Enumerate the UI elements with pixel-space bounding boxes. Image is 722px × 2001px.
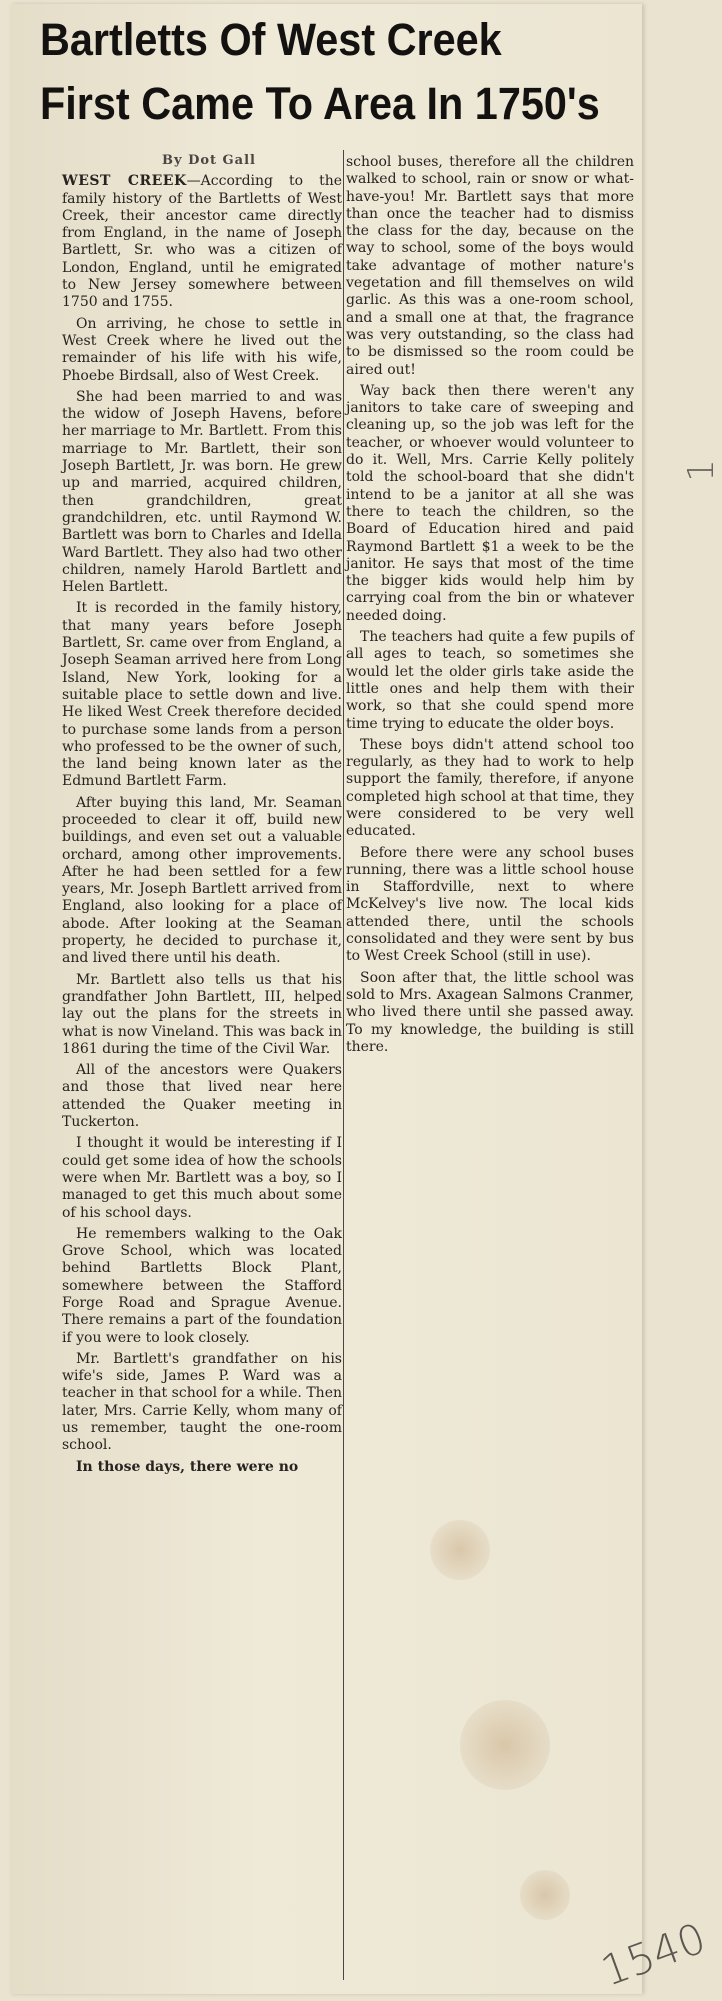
paragraph: Soon after that, the little school was sold to Mrs. Axagean Salmons Cranmer, who lived there until she passed away. To my knowledge, the building is still there.	[346, 969, 634, 1055]
paragraph: school buses, therefore all the children walked to school, rain or snow or what-have-you! Mr. Bartlett says that more than once the teacher had to dismiss the class for the day, because on the way to school, some of the boys would take advantage of mother nature's vegetation and fill themselves on wild garlic. As this was a one-room school, and a small one at that, the fragrance was very outstanding, so the class had to be dismissed so the room could be aired out!	[346, 154, 634, 378]
paragraph: Mr. Bartlett also tells us that his grandfather John Bartlett, III, helped lay out the plans for the streets in what is now Vineland. This was back in 1861 during the time of the Civil War.	[62, 971, 342, 1057]
paragraph: On arriving, he chose to settle in West Creek where he lived out the remainder of his life with his wife, Phoebe Birdsall, also of West Creek.	[62, 315, 342, 384]
headline-line-1: Bartletts Of West Creek	[40, 14, 502, 65]
stain-mark	[430, 1520, 490, 1580]
byline: By Dot Gall	[162, 153, 256, 168]
paragraph: I thought it would be interesting if I could get some idea of how the schools were when Mr. Bartlett was a boy, so I managed to get this much about some of his school days.	[62, 1135, 342, 1221]
paragraph: After buying this land, Mr. Seaman proceeded to clear it off, build new buildings, and even set out a valuable orchard, among other improvements. After he had been settled for a few years, Mr. Joseph Bartlett arrived from England, also looking for a place of abode. After looking at the Seaman property, he decided to purchase it, and lived there until his death.	[62, 794, 342, 967]
dateline: WEST CREEK	[62, 173, 187, 190]
stain-mark	[520, 1870, 570, 1920]
stain-mark	[460, 1700, 550, 1790]
left-column	[62, 152, 342, 1480]
headline	[40, 8, 600, 136]
headline-line-2: First Came To Area In 1750's	[40, 78, 600, 129]
paragraph: It is recorded in the family history, that many years before Joseph Bartlett, Sr. came over from England, a Joseph Seaman arrived here from Long Island, New York, looking for a suitable place to settle down and live. He liked West Creek therefore decided to purchase some lands from a person who professed to be the owner of such, the land being known later as the Edmund Bartlett Farm.	[62, 600, 342, 790]
paragraph: WEST CREEK—According to the family history of the Bartletts of West Creek, their ancestor came directly from England, in the name of Joseph Bartlett, Sr. who was a citizen of London, England, until he emigrated to New Jersey somewhere between 1750 and 1755.	[62, 173, 342, 311]
paragraph: In those days, there were no	[76, 1458, 299, 1475]
paragraph: All of the ancestors were Quakers and those that lived near here attended the Quaker meeting in Tuckerton.	[62, 1062, 342, 1131]
paragraph: Way back then there weren't any janitors to take care of sweeping and cleaning up, so the job was left for the teacher, or whoever would volunteer to do it. Well, Mrs. Carrie Kelly politely told the school-board that she didn't intend to be a janitor at all she was there to teach the children, so the Board of Education hired and paid Raymond Bartlett $1 a week to be the janitor. He says that most of the time the bigger kids would help him by carrying coal from the bin or whatever needed doing.	[346, 382, 634, 624]
handwritten-mark: 1	[680, 459, 722, 482]
paragraph: The teachers had quite a few pupils of all ages to teach, so sometimes she would let the older girls take aside the little ones and help them with their work, so that she could spend more time trying to educate the older boys.	[346, 629, 634, 732]
paragraph: She had been married to and was the widow of Joseph Havens, before her marriage to Mr. Bartlett. From this marriage to Mr. Bartlett, their son Joseph Bartlett, Jr. was born. He grew up and married, acquired children, then grandchildren, great grandchildren, etc. until Raymond W. Bartlett was born to Charles and Idella Ward Bartlett. They also had two other children, namely Harold Bartlett and Helen Bartlett.	[62, 388, 342, 596]
paragraph: These boys didn't attend school too regularly, as they had to work to help support the family, therefore, if anyone completed high school at that time, they were considered to be very well educated.	[346, 736, 634, 840]
paragraph: Mr. Bartlett's grandfather on his wife's side, James P. Ward was a teacher in that school for a while. Then later, Mrs. Carrie Kelly, whom many of us remember, taught the one-room school.	[62, 1350, 342, 1454]
column-divider	[343, 150, 344, 1980]
paragraph: He remembers walking to the Oak Grove School, which was located behind Bartletts Block Plant, somewhere between the Stafford Forge Road and Sprague Avenue. There remains a part of the foundation if you were to look closely.	[62, 1225, 342, 1346]
handwritten-number: 1540	[594, 1913, 713, 1996]
right-column	[346, 154, 634, 1060]
paragraph: Before there were any school buses running, there was a little school house in Staffordville, next to where McKelvey's live now. The local kids attended there, until the schools consolidated and they were sent by bus to West Creek School (still in use).	[346, 844, 634, 965]
